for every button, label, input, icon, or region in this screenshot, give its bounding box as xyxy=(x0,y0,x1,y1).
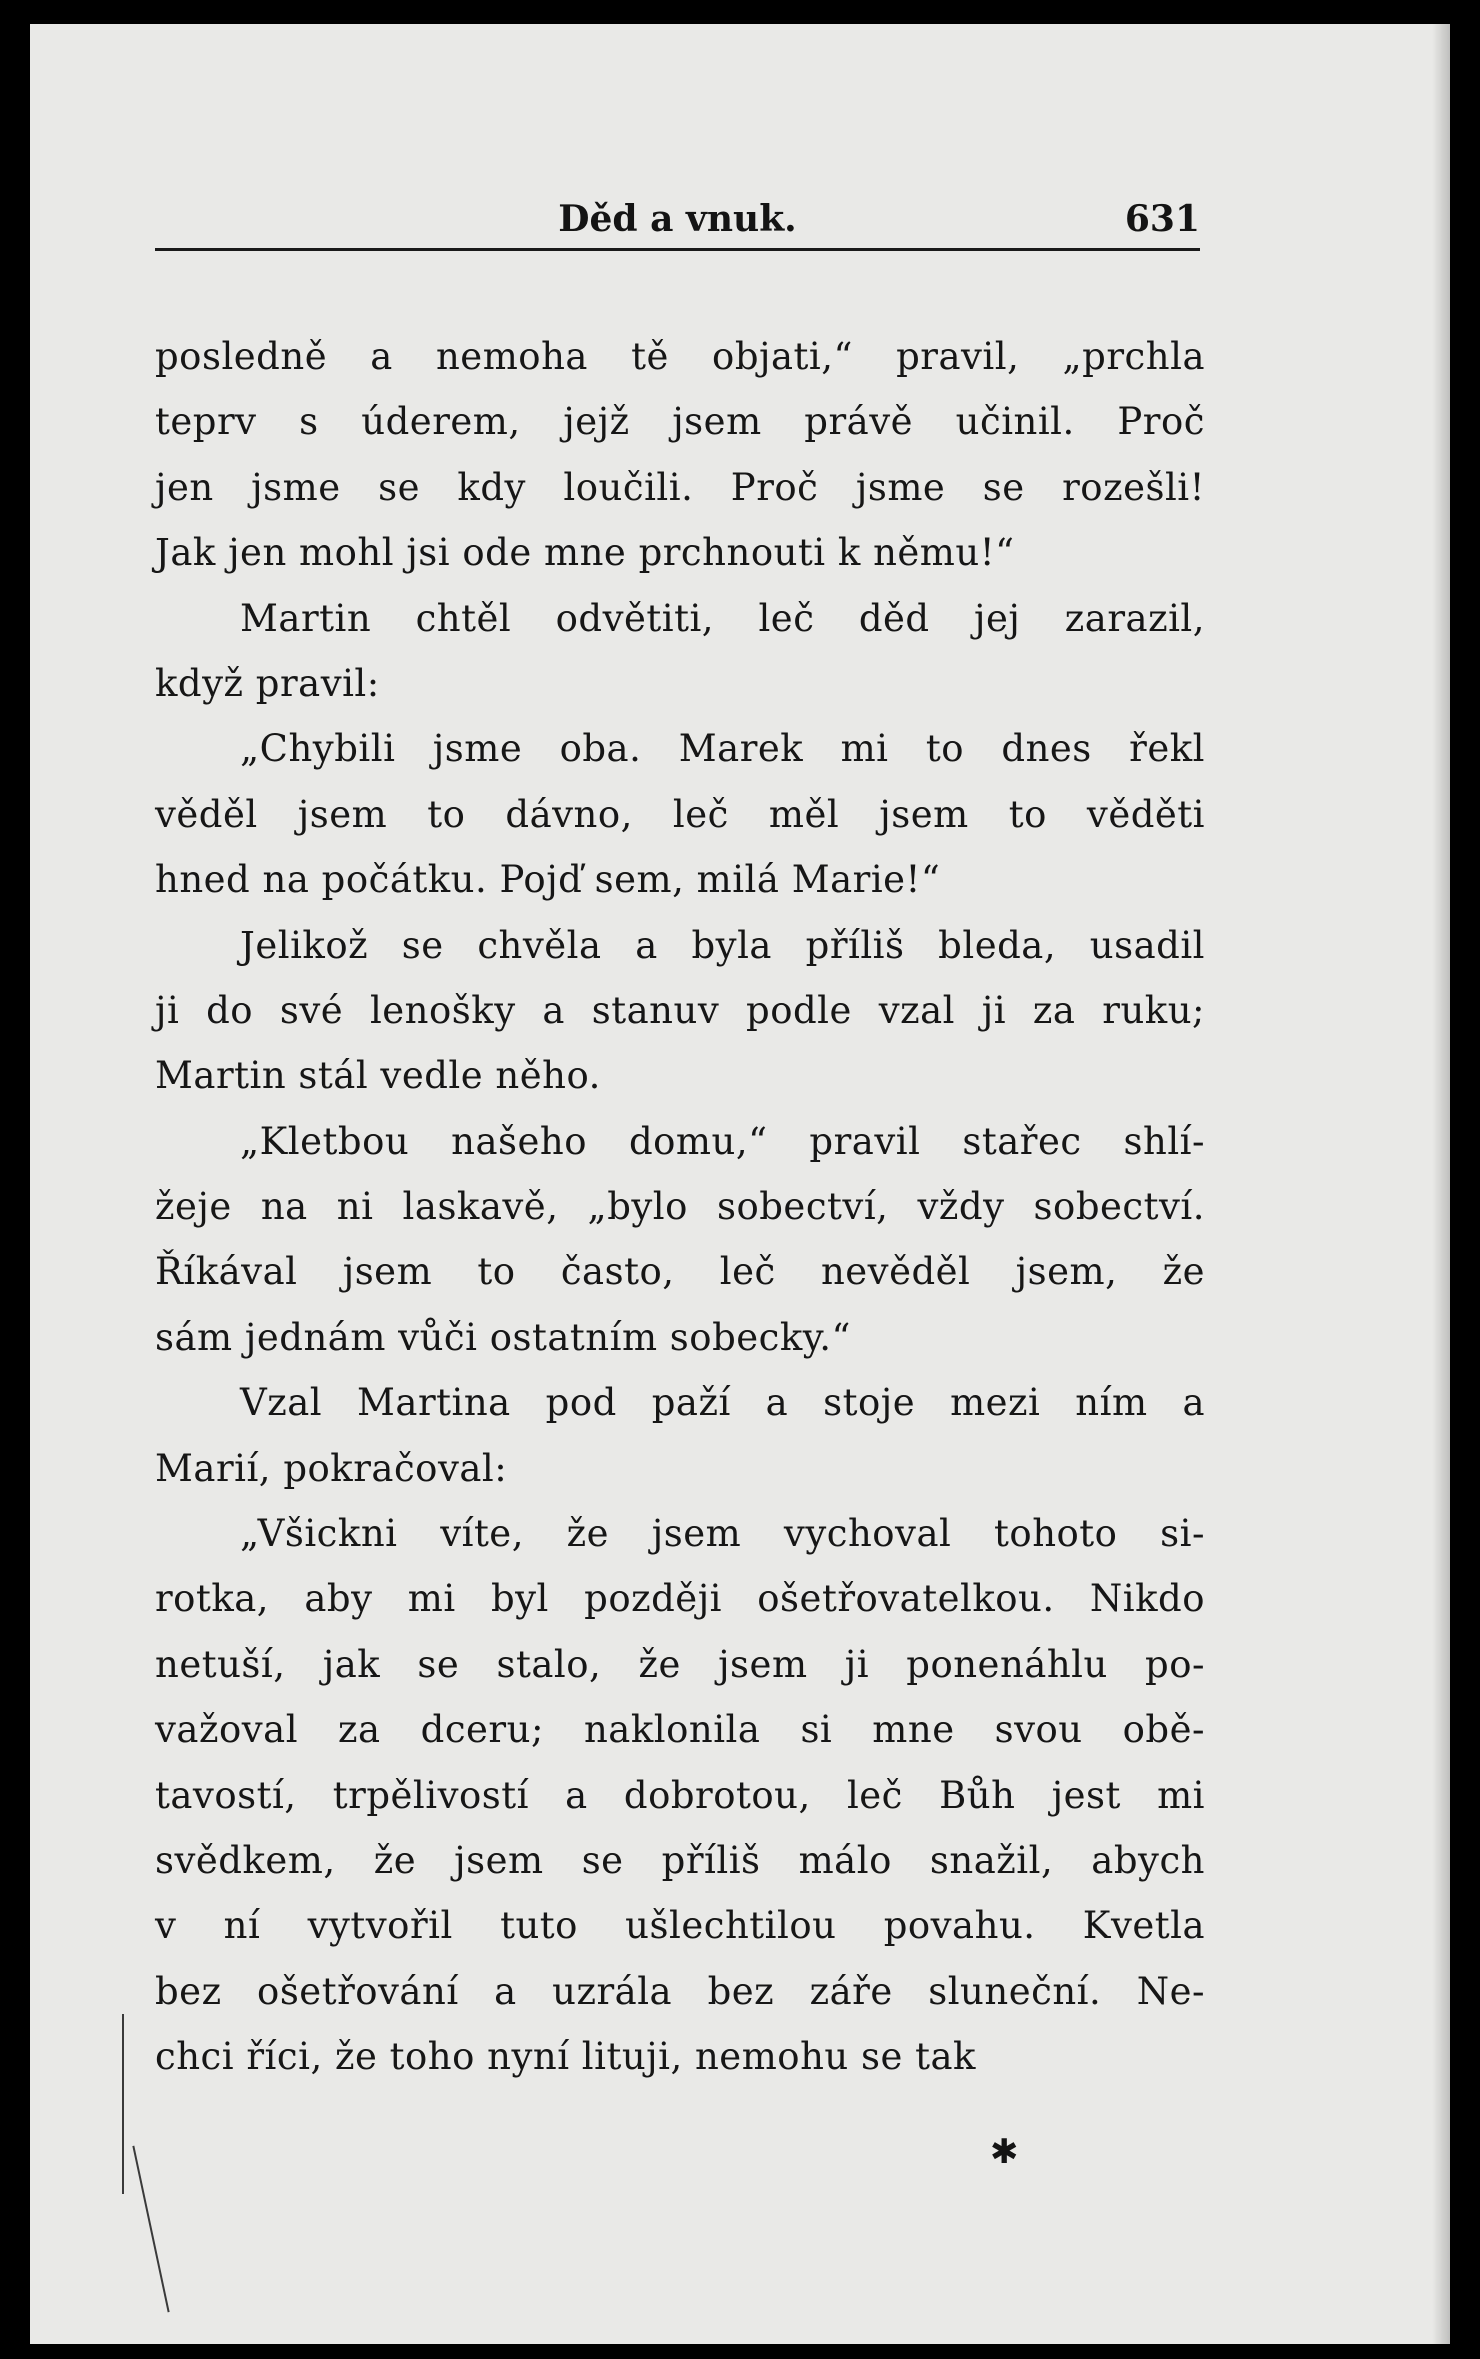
text-line: Jak jen mohl jsi ode mne prchnouti k němu!“ xyxy=(155,531,1015,575)
text-line: bez ošetřování a uzrála bez záře sluneční. Ne- xyxy=(155,1969,1205,2013)
text-line: posledně a nemoha tě objati,“ pravil, „prchla xyxy=(155,335,1205,378)
text-line: rotka, aby mi byl později ošetřovatelkou. Nikdo xyxy=(155,1577,1205,1621)
text-line: sám jednám vůči ostatním sobecky.“ xyxy=(155,1315,851,1359)
text-line: ji do své lenošky a stanuv podle vzal ji za ruku; xyxy=(155,988,1205,1032)
margin-line-mark xyxy=(122,2014,124,2194)
text-line: věděl jsem to dávno, leč měl jsem to věděti xyxy=(155,792,1205,836)
text-line: žeje na ni laskavě, „bylo sobectví, vždy sobectví. xyxy=(155,1185,1205,1229)
running-head-title: Děd a vnuk. xyxy=(558,198,797,240)
text-line: v ní vytvořil tuto ušlechtilou povahu. Kvetla xyxy=(155,1904,1205,1948)
text-line: hned na počátku. Pojď sem, milá Marie!“ xyxy=(155,858,941,902)
book-page xyxy=(30,24,1450,2344)
text-line: tavostí, trpělivostí a dobrotou, leč Bůh jest mi xyxy=(155,1773,1205,1817)
text-line: važoval za dceru; naklonila si mne svou obě- xyxy=(155,1708,1205,1752)
running-head xyxy=(155,188,1200,251)
text-line: teprv s úderem, jejž jsem právě učinil. Proč xyxy=(155,400,1205,444)
text-line: Martin stál vedle něho. xyxy=(155,1054,601,1098)
text-line: Jelikož se chvěla a byla příliš bleda, usadil xyxy=(240,923,1205,967)
text-line: „Kletbou našeho domu,“ pravil stařec shlí- xyxy=(240,1119,1205,1163)
text-line: když pravil: xyxy=(155,661,380,705)
text-line: Vzal Martina pod paží a stoje mezi ním a xyxy=(240,1381,1205,1425)
text-line: „Všickni víte, že jsem vychoval tohoto si- xyxy=(240,1512,1205,1556)
page-number: 631 xyxy=(1124,198,1200,240)
text-line: chci říci, že toho nyní lituji, nemohu se tak xyxy=(155,2035,976,2079)
margin-line-mark xyxy=(132,2146,169,2313)
text-line: „Chybili jsme oba. Marek mi to dnes řekl xyxy=(240,727,1205,771)
text-line: jen jsme se kdy loučili. Proč jsme se rozešli! xyxy=(155,465,1205,509)
text-line: Říkával jsem to často, leč nevěděl jsem, že xyxy=(155,1250,1205,1294)
ornament-mark: ✱ xyxy=(990,2132,1019,2172)
text-line: Martin chtěl odvětiti, leč děd jej zarazil, xyxy=(240,596,1205,640)
body-text xyxy=(155,324,1205,2090)
text-line: svědkem, že jsem se příliš málo snažil, abych xyxy=(155,1838,1205,1882)
page-edge-shadow xyxy=(1432,24,1450,2344)
text-line: netuší, jak se stalo, že jsem ji ponenáhlu po- xyxy=(155,1642,1205,1686)
text-line: Marií, pokračoval: xyxy=(155,1446,508,1490)
